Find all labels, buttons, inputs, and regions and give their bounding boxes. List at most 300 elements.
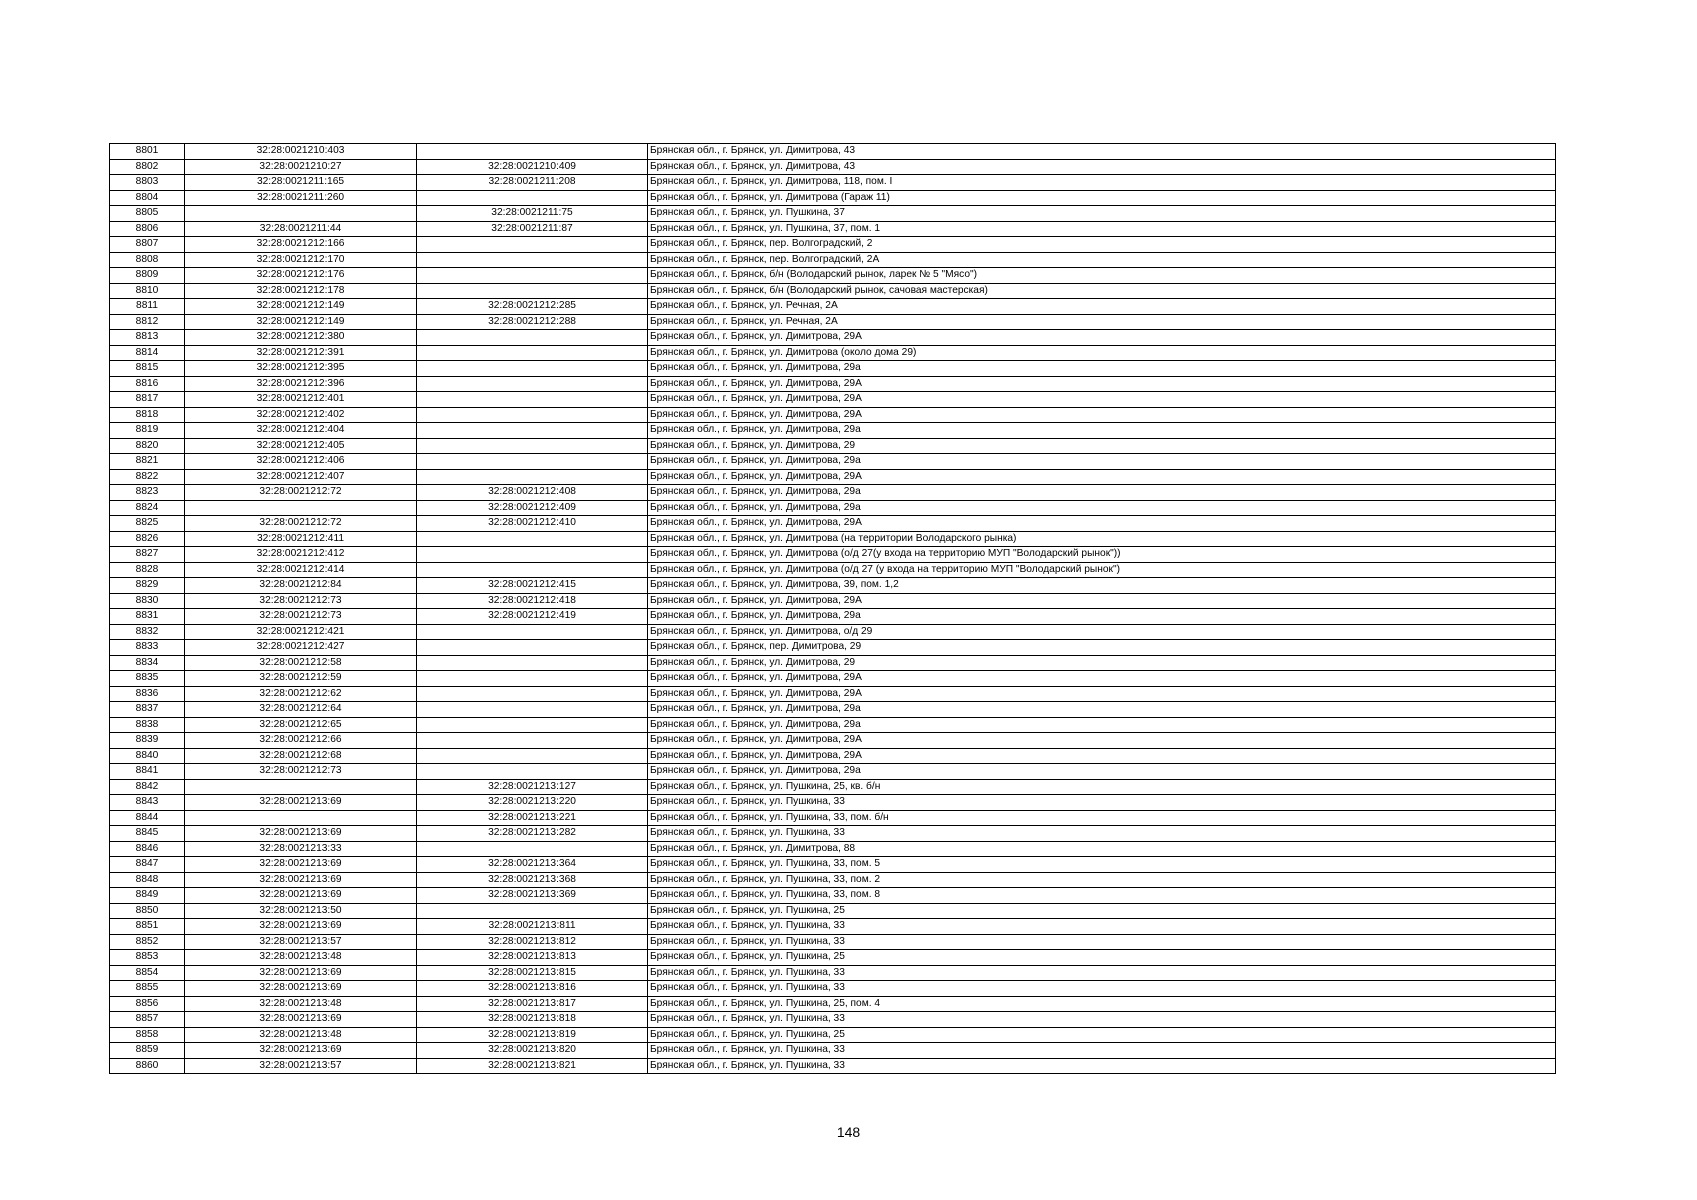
row-number-cell: 8824 bbox=[110, 500, 185, 516]
cadastral-number-cell: 32:28:0021212:59 bbox=[185, 671, 417, 687]
cadastral-number-cell bbox=[185, 810, 417, 826]
object-cadastral-number-cell bbox=[417, 144, 648, 160]
address-cell: Брянская обл., г. Брянск, ул. Пушкина, 25 bbox=[648, 903, 1556, 919]
object-cadastral-number-cell bbox=[417, 903, 648, 919]
cadastral-number-cell: 32:28:0021212:176 bbox=[185, 268, 417, 284]
object-cadastral-number-cell: 32:28:0021212:415 bbox=[417, 578, 648, 594]
object-cadastral-number-cell: 32:28:0021211:87 bbox=[417, 221, 648, 237]
cadastral-number-cell: 32:28:0021213:69 bbox=[185, 965, 417, 981]
table-row bbox=[110, 206, 1556, 222]
address-cell: Брянская обл., г. Брянск, ул. Димитрова, 29А bbox=[648, 469, 1556, 485]
row-number-cell: 8838 bbox=[110, 717, 185, 733]
table-row bbox=[110, 361, 1556, 377]
row-number-cell: 8811 bbox=[110, 299, 185, 315]
row-number-cell: 8813 bbox=[110, 330, 185, 346]
address-cell: Брянская обл., г. Брянск, ул. Речная, 2А bbox=[648, 314, 1556, 330]
table-row bbox=[110, 671, 1556, 687]
cadastral-number-cell: 32:28:0021212:405 bbox=[185, 438, 417, 454]
table-row bbox=[110, 996, 1556, 1012]
address-cell: Брянская обл., г. Брянск, ул. Димитрова, 43 bbox=[648, 144, 1556, 160]
address-cell: Брянская обл., г. Брянск, ул. Пушкина, 25 bbox=[648, 950, 1556, 966]
object-cadastral-number-cell: 32:28:0021213:821 bbox=[417, 1058, 648, 1074]
cadastral-number-cell: 32:28:0021212:66 bbox=[185, 733, 417, 749]
cadastral-number-cell: 32:28:0021213:57 bbox=[185, 934, 417, 950]
address-cell: Брянская обл., г. Брянск, ул. Димитрова, 29а bbox=[648, 454, 1556, 470]
table-row bbox=[110, 950, 1556, 966]
object-cadastral-number-cell bbox=[417, 376, 648, 392]
table-row bbox=[110, 221, 1556, 237]
object-cadastral-number-cell: 32:28:0021213:220 bbox=[417, 795, 648, 811]
object-cadastral-number-cell: 32:28:0021213:127 bbox=[417, 779, 648, 795]
object-cadastral-number-cell: 32:28:0021212:419 bbox=[417, 609, 648, 625]
object-cadastral-number-cell bbox=[417, 764, 648, 780]
row-number-cell: 8856 bbox=[110, 996, 185, 1012]
address-cell: Брянская обл., г. Брянск, ул. Пушкина, 33 bbox=[648, 934, 1556, 950]
cadastral-number-cell: 32:28:0021212:391 bbox=[185, 345, 417, 361]
table-row bbox=[110, 609, 1556, 625]
cadastral-number-cell: 32:28:0021213:57 bbox=[185, 1058, 417, 1074]
object-cadastral-number-cell bbox=[417, 345, 648, 361]
table-row bbox=[110, 764, 1556, 780]
object-cadastral-number-cell: 32:28:0021213:817 bbox=[417, 996, 648, 1012]
table-row bbox=[110, 903, 1556, 919]
object-cadastral-number-cell bbox=[417, 283, 648, 299]
object-cadastral-number-cell: 32:28:0021213:818 bbox=[417, 1012, 648, 1028]
object-cadastral-number-cell bbox=[417, 640, 648, 656]
cadastral-number-cell: 32:28:0021212:62 bbox=[185, 686, 417, 702]
address-cell: Брянская обл., г. Брянск, ул. Димитрова, 29А bbox=[648, 686, 1556, 702]
address-cell: Брянская обл., г. Брянск, ул. Пушкина, 33, пом. 2 bbox=[648, 872, 1556, 888]
table-row bbox=[110, 686, 1556, 702]
object-cadastral-number-cell bbox=[417, 237, 648, 253]
row-number-cell: 8817 bbox=[110, 392, 185, 408]
row-number-cell: 8825 bbox=[110, 516, 185, 532]
address-cell: Брянская обл., г. Брянск, ул. Пушкина, 25 bbox=[648, 1027, 1556, 1043]
object-cadastral-number-cell: 32:28:0021213:368 bbox=[417, 872, 648, 888]
address-cell: Брянская обл., г. Брянск, пер. Волгоградский, 2А bbox=[648, 252, 1556, 268]
address-cell: Брянская обл., г. Брянск, ул. Димитрова, 29А bbox=[648, 516, 1556, 532]
address-cell: Брянская обл., г. Брянск, ул. Димитрова, 29а bbox=[648, 764, 1556, 780]
cadastral-number-cell: 32:28:0021212:401 bbox=[185, 392, 417, 408]
table-row bbox=[110, 252, 1556, 268]
registry-table bbox=[109, 143, 1556, 1074]
cadastral-number-cell: 32:28:0021212:396 bbox=[185, 376, 417, 392]
address-cell: Брянская обл., г. Брянск, ул. Димитрова (около дома 29) bbox=[648, 345, 1556, 361]
cadastral-number-cell: 32:28:0021213:69 bbox=[185, 795, 417, 811]
cadastral-number-cell: 32:28:0021212:402 bbox=[185, 407, 417, 423]
row-number-cell: 8855 bbox=[110, 981, 185, 997]
table-row bbox=[110, 593, 1556, 609]
address-cell: Брянская обл., г. Брянск, ул. Димитрова, 88 bbox=[648, 841, 1556, 857]
address-cell: Брянская обл., г. Брянск, ул. Димитрова, 29А bbox=[648, 407, 1556, 423]
cadastral-number-cell: 32:28:0021213:48 bbox=[185, 996, 417, 1012]
row-number-cell: 8837 bbox=[110, 702, 185, 718]
cadastral-number-cell: 32:28:0021212:166 bbox=[185, 237, 417, 253]
cadastral-number-cell: 32:28:0021213:69 bbox=[185, 1012, 417, 1028]
row-number-cell: 8818 bbox=[110, 407, 185, 423]
address-cell: Брянская обл., г. Брянск, ул. Димитрова, 29а bbox=[648, 361, 1556, 377]
cadastral-number-cell: 32:28:0021212:380 bbox=[185, 330, 417, 346]
row-number-cell: 8828 bbox=[110, 562, 185, 578]
object-cadastral-number-cell: 32:28:0021213:369 bbox=[417, 888, 648, 904]
object-cadastral-number-cell bbox=[417, 252, 648, 268]
object-cadastral-number-cell bbox=[417, 562, 648, 578]
cadastral-number-cell: 32:28:0021212:149 bbox=[185, 314, 417, 330]
cadastral-number-cell: 32:28:0021213:69 bbox=[185, 826, 417, 842]
cadastral-number-cell: 32:28:0021212:64 bbox=[185, 702, 417, 718]
address-cell: Брянская обл., г. Брянск, ул. Пушкина, 33 bbox=[648, 965, 1556, 981]
row-number-cell: 8808 bbox=[110, 252, 185, 268]
row-number-cell: 8836 bbox=[110, 686, 185, 702]
table-row bbox=[110, 500, 1556, 516]
cadastral-number-cell: 32:28:0021213:69 bbox=[185, 872, 417, 888]
row-number-cell: 8822 bbox=[110, 469, 185, 485]
table-row bbox=[110, 640, 1556, 656]
row-number-cell: 8842 bbox=[110, 779, 185, 795]
row-number-cell: 8821 bbox=[110, 454, 185, 470]
row-number-cell: 8814 bbox=[110, 345, 185, 361]
cadastral-number-cell: 32:28:0021212:395 bbox=[185, 361, 417, 377]
table-row bbox=[110, 655, 1556, 671]
object-cadastral-number-cell bbox=[417, 268, 648, 284]
address-cell: Брянская обл., г. Брянск, ул. Димитрова (на территории Володарского рынка) bbox=[648, 531, 1556, 547]
address-cell: Брянская обл., г. Брянск, ул. Димитрова, 29 bbox=[648, 438, 1556, 454]
table-row bbox=[110, 345, 1556, 361]
table-row bbox=[110, 531, 1556, 547]
row-number-cell: 8804 bbox=[110, 190, 185, 206]
address-cell: Брянская обл., г. Брянск, ул. Пушкина, 33 bbox=[648, 795, 1556, 811]
row-number-cell: 8840 bbox=[110, 748, 185, 764]
cadastral-number-cell: 32:28:0021212:72 bbox=[185, 516, 417, 532]
address-cell: Брянская обл., г. Брянск, ул. Димитрова, 29а bbox=[648, 717, 1556, 733]
object-cadastral-number-cell bbox=[417, 423, 648, 439]
cadastral-number-cell: 32:28:0021212:73 bbox=[185, 593, 417, 609]
object-cadastral-number-cell: 32:28:0021213:815 bbox=[417, 965, 648, 981]
address-cell: Брянская обл., г. Брянск, ул. Речная, 2А bbox=[648, 299, 1556, 315]
row-number-cell: 8835 bbox=[110, 671, 185, 687]
row-number-cell: 8858 bbox=[110, 1027, 185, 1043]
cadastral-number-cell: 32:28:0021212:72 bbox=[185, 485, 417, 501]
row-number-cell: 8853 bbox=[110, 950, 185, 966]
table-row bbox=[110, 268, 1556, 284]
address-cell: Брянская обл., г. Брянск, ул. Димитрова (Гараж 11) bbox=[648, 190, 1556, 206]
row-number-cell: 8807 bbox=[110, 237, 185, 253]
object-cadastral-number-cell bbox=[417, 330, 648, 346]
row-number-cell: 8830 bbox=[110, 593, 185, 609]
address-cell: Брянская обл., г. Брянск, ул. Пушкина, 33 bbox=[648, 1043, 1556, 1059]
row-number-cell: 8820 bbox=[110, 438, 185, 454]
address-cell: Брянская обл., г. Брянск, ул. Пушкина, 33 bbox=[648, 1058, 1556, 1074]
row-number-cell: 8829 bbox=[110, 578, 185, 594]
address-cell: Брянская обл., г. Брянск, ул. Димитрова, 29А bbox=[648, 330, 1556, 346]
table-row bbox=[110, 562, 1556, 578]
table-row bbox=[110, 717, 1556, 733]
cadastral-number-cell: 32:28:0021212:170 bbox=[185, 252, 417, 268]
row-number-cell: 8831 bbox=[110, 609, 185, 625]
object-cadastral-number-cell: 32:28:0021213:816 bbox=[417, 981, 648, 997]
cadastral-number-cell bbox=[185, 779, 417, 795]
object-cadastral-number-cell bbox=[417, 407, 648, 423]
table-row bbox=[110, 624, 1556, 640]
row-number-cell: 8859 bbox=[110, 1043, 185, 1059]
address-cell: Брянская обл., г. Брянск, ул. Пушкина, 25, кв. б/н bbox=[648, 779, 1556, 795]
table-row bbox=[110, 438, 1556, 454]
cadastral-number-cell: 32:28:0021212:84 bbox=[185, 578, 417, 594]
cadastral-number-cell: 32:28:0021212:414 bbox=[185, 562, 417, 578]
table-row bbox=[110, 795, 1556, 811]
cadastral-number-cell: 32:28:0021211:260 bbox=[185, 190, 417, 206]
row-number-cell: 8852 bbox=[110, 934, 185, 950]
row-number-cell: 8846 bbox=[110, 841, 185, 857]
table-row bbox=[110, 454, 1556, 470]
table-row bbox=[110, 919, 1556, 935]
row-number-cell: 8832 bbox=[110, 624, 185, 640]
object-cadastral-number-cell: 32:28:0021213:364 bbox=[417, 857, 648, 873]
table-row bbox=[110, 1012, 1556, 1028]
cadastral-number-cell: 32:28:0021210:403 bbox=[185, 144, 417, 160]
address-cell: Брянская обл., г. Брянск, ул. Димитрова, 29а bbox=[648, 423, 1556, 439]
cadastral-number-cell: 32:28:0021212:73 bbox=[185, 764, 417, 780]
address-cell: Брянская обл., г. Брянск, ул. Димитрова, 29А bbox=[648, 748, 1556, 764]
object-cadastral-number-cell bbox=[417, 671, 648, 687]
table-row bbox=[110, 392, 1556, 408]
table-row bbox=[110, 857, 1556, 873]
table-row bbox=[110, 283, 1556, 299]
object-cadastral-number-cell: 32:28:0021211:75 bbox=[417, 206, 648, 222]
row-number-cell: 8805 bbox=[110, 206, 185, 222]
cadastral-number-cell: 32:28:0021213:69 bbox=[185, 919, 417, 935]
object-cadastral-number-cell: 32:28:0021212:418 bbox=[417, 593, 648, 609]
address-cell: Брянская обл., г. Брянск, ул. Димитрова, 29А bbox=[648, 593, 1556, 609]
address-cell: Брянская обл., г. Брянск, б/н (Володарский рынок, сачовая мастерская) bbox=[648, 283, 1556, 299]
registry-table-body bbox=[110, 144, 1556, 1074]
address-cell: Брянская обл., г. Брянск, ул. Пушкина, 33, пом. 5 bbox=[648, 857, 1556, 873]
object-cadastral-number-cell: 32:28:0021213:221 bbox=[417, 810, 648, 826]
cadastral-number-cell: 32:28:0021212:178 bbox=[185, 283, 417, 299]
table-row bbox=[110, 144, 1556, 160]
address-cell: Брянская обл., г. Брянск, ул. Димитрова, 29А bbox=[648, 392, 1556, 408]
object-cadastral-number-cell: 32:28:0021213:819 bbox=[417, 1027, 648, 1043]
address-cell: Брянская обл., г. Брянск, ул. Димитрова (о/д 27(у входа на территорию МУП "Володарский рынок")) bbox=[648, 547, 1556, 563]
cadastral-number-cell: 32:28:0021213:69 bbox=[185, 857, 417, 873]
object-cadastral-number-cell bbox=[417, 686, 648, 702]
cadastral-number-cell: 32:28:0021212:149 bbox=[185, 299, 417, 315]
table-row bbox=[110, 175, 1556, 191]
row-number-cell: 8833 bbox=[110, 640, 185, 656]
row-number-cell: 8823 bbox=[110, 485, 185, 501]
address-cell: Брянская обл., г. Брянск, ул. Пушкина, 37 bbox=[648, 206, 1556, 222]
object-cadastral-number-cell: 32:28:0021212:285 bbox=[417, 299, 648, 315]
row-number-cell: 8848 bbox=[110, 872, 185, 888]
address-cell: Брянская обл., г. Брянск, ул. Димитрова, 39, пом. 1,2 bbox=[648, 578, 1556, 594]
object-cadastral-number-cell: 32:28:0021212:410 bbox=[417, 516, 648, 532]
object-cadastral-number-cell bbox=[417, 748, 648, 764]
row-number-cell: 8850 bbox=[110, 903, 185, 919]
table-row bbox=[110, 826, 1556, 842]
object-cadastral-number-cell bbox=[417, 531, 648, 547]
object-cadastral-number-cell: 32:28:0021212:408 bbox=[417, 485, 648, 501]
row-number-cell: 8834 bbox=[110, 655, 185, 671]
table-row bbox=[110, 841, 1556, 857]
cadastral-number-cell: 32:28:0021212:421 bbox=[185, 624, 417, 640]
table-row bbox=[110, 469, 1556, 485]
object-cadastral-number-cell: 32:28:0021213:820 bbox=[417, 1043, 648, 1059]
address-cell: Брянская обл., г. Брянск, ул. Пушкина, 25, пом. 4 bbox=[648, 996, 1556, 1012]
table-row bbox=[110, 485, 1556, 501]
cadastral-number-cell: 32:28:0021210:27 bbox=[185, 159, 417, 175]
row-number-cell: 8826 bbox=[110, 531, 185, 547]
address-cell: Брянская обл., г. Брянск, ул. Пушкина, 33, пом. 8 bbox=[648, 888, 1556, 904]
row-number-cell: 8839 bbox=[110, 733, 185, 749]
address-cell: Брянская обл., г. Брянск, ул. Димитрова (о/д 27 (у входа на территорию МУП "Володарский рынок") bbox=[648, 562, 1556, 578]
cadastral-number-cell bbox=[185, 206, 417, 222]
object-cadastral-number-cell bbox=[417, 361, 648, 377]
address-cell: Брянская обл., г. Брянск, ул. Димитрова, 29 bbox=[648, 655, 1556, 671]
row-number-cell: 8845 bbox=[110, 826, 185, 842]
row-number-cell: 8812 bbox=[110, 314, 185, 330]
object-cadastral-number-cell bbox=[417, 438, 648, 454]
row-number-cell: 8849 bbox=[110, 888, 185, 904]
table-row bbox=[110, 702, 1556, 718]
object-cadastral-number-cell bbox=[417, 717, 648, 733]
address-cell: Брянская обл., г. Брянск, ул. Димитрова, 29А bbox=[648, 376, 1556, 392]
address-cell: Брянская обл., г. Брянск, пер. Димитрова, 29 bbox=[648, 640, 1556, 656]
cadastral-number-cell: 32:28:0021213:48 bbox=[185, 950, 417, 966]
cadastral-number-cell: 32:28:0021213:69 bbox=[185, 981, 417, 997]
address-cell: Брянская обл., г. Брянск, ул. Димитрова, 29а bbox=[648, 500, 1556, 516]
table-row bbox=[110, 779, 1556, 795]
table-row bbox=[110, 159, 1556, 175]
address-cell: Брянская обл., г. Брянск, ул. Димитрова, 43 bbox=[648, 159, 1556, 175]
object-cadastral-number-cell: 32:28:0021213:813 bbox=[417, 950, 648, 966]
cadastral-number-cell: 32:28:0021213:33 bbox=[185, 841, 417, 857]
cadastral-number-cell: 32:28:0021212:58 bbox=[185, 655, 417, 671]
object-cadastral-number-cell bbox=[417, 454, 648, 470]
address-cell: Брянская обл., г. Брянск, ул. Димитрова, 29а bbox=[648, 702, 1556, 718]
cadastral-number-cell bbox=[185, 500, 417, 516]
row-number-cell: 8816 bbox=[110, 376, 185, 392]
address-cell: Брянская обл., г. Брянск, пер. Волгоградский, 2 bbox=[648, 237, 1556, 253]
table-row bbox=[110, 888, 1556, 904]
table-row bbox=[110, 547, 1556, 563]
table-row bbox=[110, 872, 1556, 888]
object-cadastral-number-cell: 32:28:0021210:409 bbox=[417, 159, 648, 175]
object-cadastral-number-cell: 32:28:0021211:208 bbox=[417, 175, 648, 191]
cadastral-number-cell: 32:28:0021211:44 bbox=[185, 221, 417, 237]
address-cell: Брянская обл., г. Брянск, ул. Димитрова, 118, пом. I bbox=[648, 175, 1556, 191]
table-row bbox=[110, 237, 1556, 253]
address-cell: Брянская обл., г. Брянск, ул. Пушкина, 33 bbox=[648, 1012, 1556, 1028]
object-cadastral-number-cell: 32:28:0021213:812 bbox=[417, 934, 648, 950]
cadastral-number-cell: 32:28:0021211:165 bbox=[185, 175, 417, 191]
table-row bbox=[110, 407, 1556, 423]
object-cadastral-number-cell bbox=[417, 655, 648, 671]
address-cell: Брянская обл., г. Брянск, ул. Димитрова, 29а bbox=[648, 485, 1556, 501]
address-cell: Брянская обл., г. Брянск, ул. Пушкина, 33 bbox=[648, 919, 1556, 935]
row-number-cell: 8827 bbox=[110, 547, 185, 563]
object-cadastral-number-cell bbox=[417, 469, 648, 485]
page-number: 148 bbox=[836, 1124, 861, 1140]
table-row bbox=[110, 190, 1556, 206]
row-number-cell: 8803 bbox=[110, 175, 185, 191]
address-cell: Брянская обл., г. Брянск, ул. Пушкина, 33, пом. б/н bbox=[648, 810, 1556, 826]
table-row bbox=[110, 965, 1556, 981]
row-number-cell: 8854 bbox=[110, 965, 185, 981]
address-cell: Брянская обл., г. Брянск, ул. Димитрова, 29А bbox=[648, 733, 1556, 749]
object-cadastral-number-cell bbox=[417, 190, 648, 206]
row-number-cell: 8857 bbox=[110, 1012, 185, 1028]
table-row bbox=[110, 376, 1556, 392]
table-row bbox=[110, 1027, 1556, 1043]
cadastral-number-cell: 32:28:0021213:48 bbox=[185, 1027, 417, 1043]
row-number-cell: 8847 bbox=[110, 857, 185, 873]
table-row bbox=[110, 733, 1556, 749]
row-number-cell: 8809 bbox=[110, 268, 185, 284]
row-number-cell: 8843 bbox=[110, 795, 185, 811]
cadastral-number-cell: 32:28:0021212:407 bbox=[185, 469, 417, 485]
table-row bbox=[110, 314, 1556, 330]
object-cadastral-number-cell: 32:28:0021212:409 bbox=[417, 500, 648, 516]
table-row bbox=[110, 330, 1556, 346]
cadastral-number-cell: 32:28:0021212:404 bbox=[185, 423, 417, 439]
cadastral-number-cell: 32:28:0021212:68 bbox=[185, 748, 417, 764]
cadastral-number-cell: 32:28:0021213:69 bbox=[185, 888, 417, 904]
object-cadastral-number-cell bbox=[417, 392, 648, 408]
row-number-cell: 8841 bbox=[110, 764, 185, 780]
object-cadastral-number-cell: 32:28:0021213:811 bbox=[417, 919, 648, 935]
row-number-cell: 8819 bbox=[110, 423, 185, 439]
row-number-cell: 8810 bbox=[110, 283, 185, 299]
object-cadastral-number-cell bbox=[417, 547, 648, 563]
address-cell: Брянская обл., г. Брянск, ул. Димитрова, о/д 29 bbox=[648, 624, 1556, 640]
cadastral-number-cell: 32:28:0021213:69 bbox=[185, 1043, 417, 1059]
address-cell: Брянская обл., г. Брянск, ул. Пушкина, 37, пом. 1 bbox=[648, 221, 1556, 237]
cadastral-number-cell: 32:28:0021212:65 bbox=[185, 717, 417, 733]
address-cell: Брянская обл., г. Брянск, ул. Пушкина, 33 bbox=[648, 826, 1556, 842]
table-row bbox=[110, 423, 1556, 439]
object-cadastral-number-cell: 32:28:0021213:282 bbox=[417, 826, 648, 842]
table-row bbox=[110, 810, 1556, 826]
row-number-cell: 8844 bbox=[110, 810, 185, 826]
object-cadastral-number-cell: 32:28:0021212:288 bbox=[417, 314, 648, 330]
table-row bbox=[110, 1043, 1556, 1059]
cadastral-number-cell: 32:28:0021212:406 bbox=[185, 454, 417, 470]
cadastral-number-cell: 32:28:0021212:412 bbox=[185, 547, 417, 563]
object-cadastral-number-cell bbox=[417, 841, 648, 857]
object-cadastral-number-cell bbox=[417, 733, 648, 749]
address-cell: Брянская обл., г. Брянск, ул. Димитрова, 29А bbox=[648, 671, 1556, 687]
row-number-cell: 8806 bbox=[110, 221, 185, 237]
address-cell: Брянская обл., г. Брянск, ул. Пушкина, 33 bbox=[648, 981, 1556, 997]
table-row bbox=[110, 578, 1556, 594]
cadastral-number-cell: 32:28:0021212:73 bbox=[185, 609, 417, 625]
address-cell: Брянская обл., г. Брянск, ул. Димитрова, 29а bbox=[648, 609, 1556, 625]
object-cadastral-number-cell bbox=[417, 702, 648, 718]
row-number-cell: 8851 bbox=[110, 919, 185, 935]
table-row bbox=[110, 299, 1556, 315]
cadastral-number-cell: 32:28:0021213:50 bbox=[185, 903, 417, 919]
table-row bbox=[110, 748, 1556, 764]
address-cell: Брянская обл., г. Брянск, б/н (Володарский рынок, ларек № 5 "Мясо") bbox=[648, 268, 1556, 284]
cadastral-number-cell: 32:28:0021212:411 bbox=[185, 531, 417, 547]
object-cadastral-number-cell bbox=[417, 624, 648, 640]
table-row bbox=[110, 981, 1556, 997]
row-number-cell: 8815 bbox=[110, 361, 185, 377]
table-row bbox=[110, 934, 1556, 950]
row-number-cell: 8802 bbox=[110, 159, 185, 175]
table-row bbox=[110, 1058, 1556, 1074]
row-number-cell: 8860 bbox=[110, 1058, 185, 1074]
